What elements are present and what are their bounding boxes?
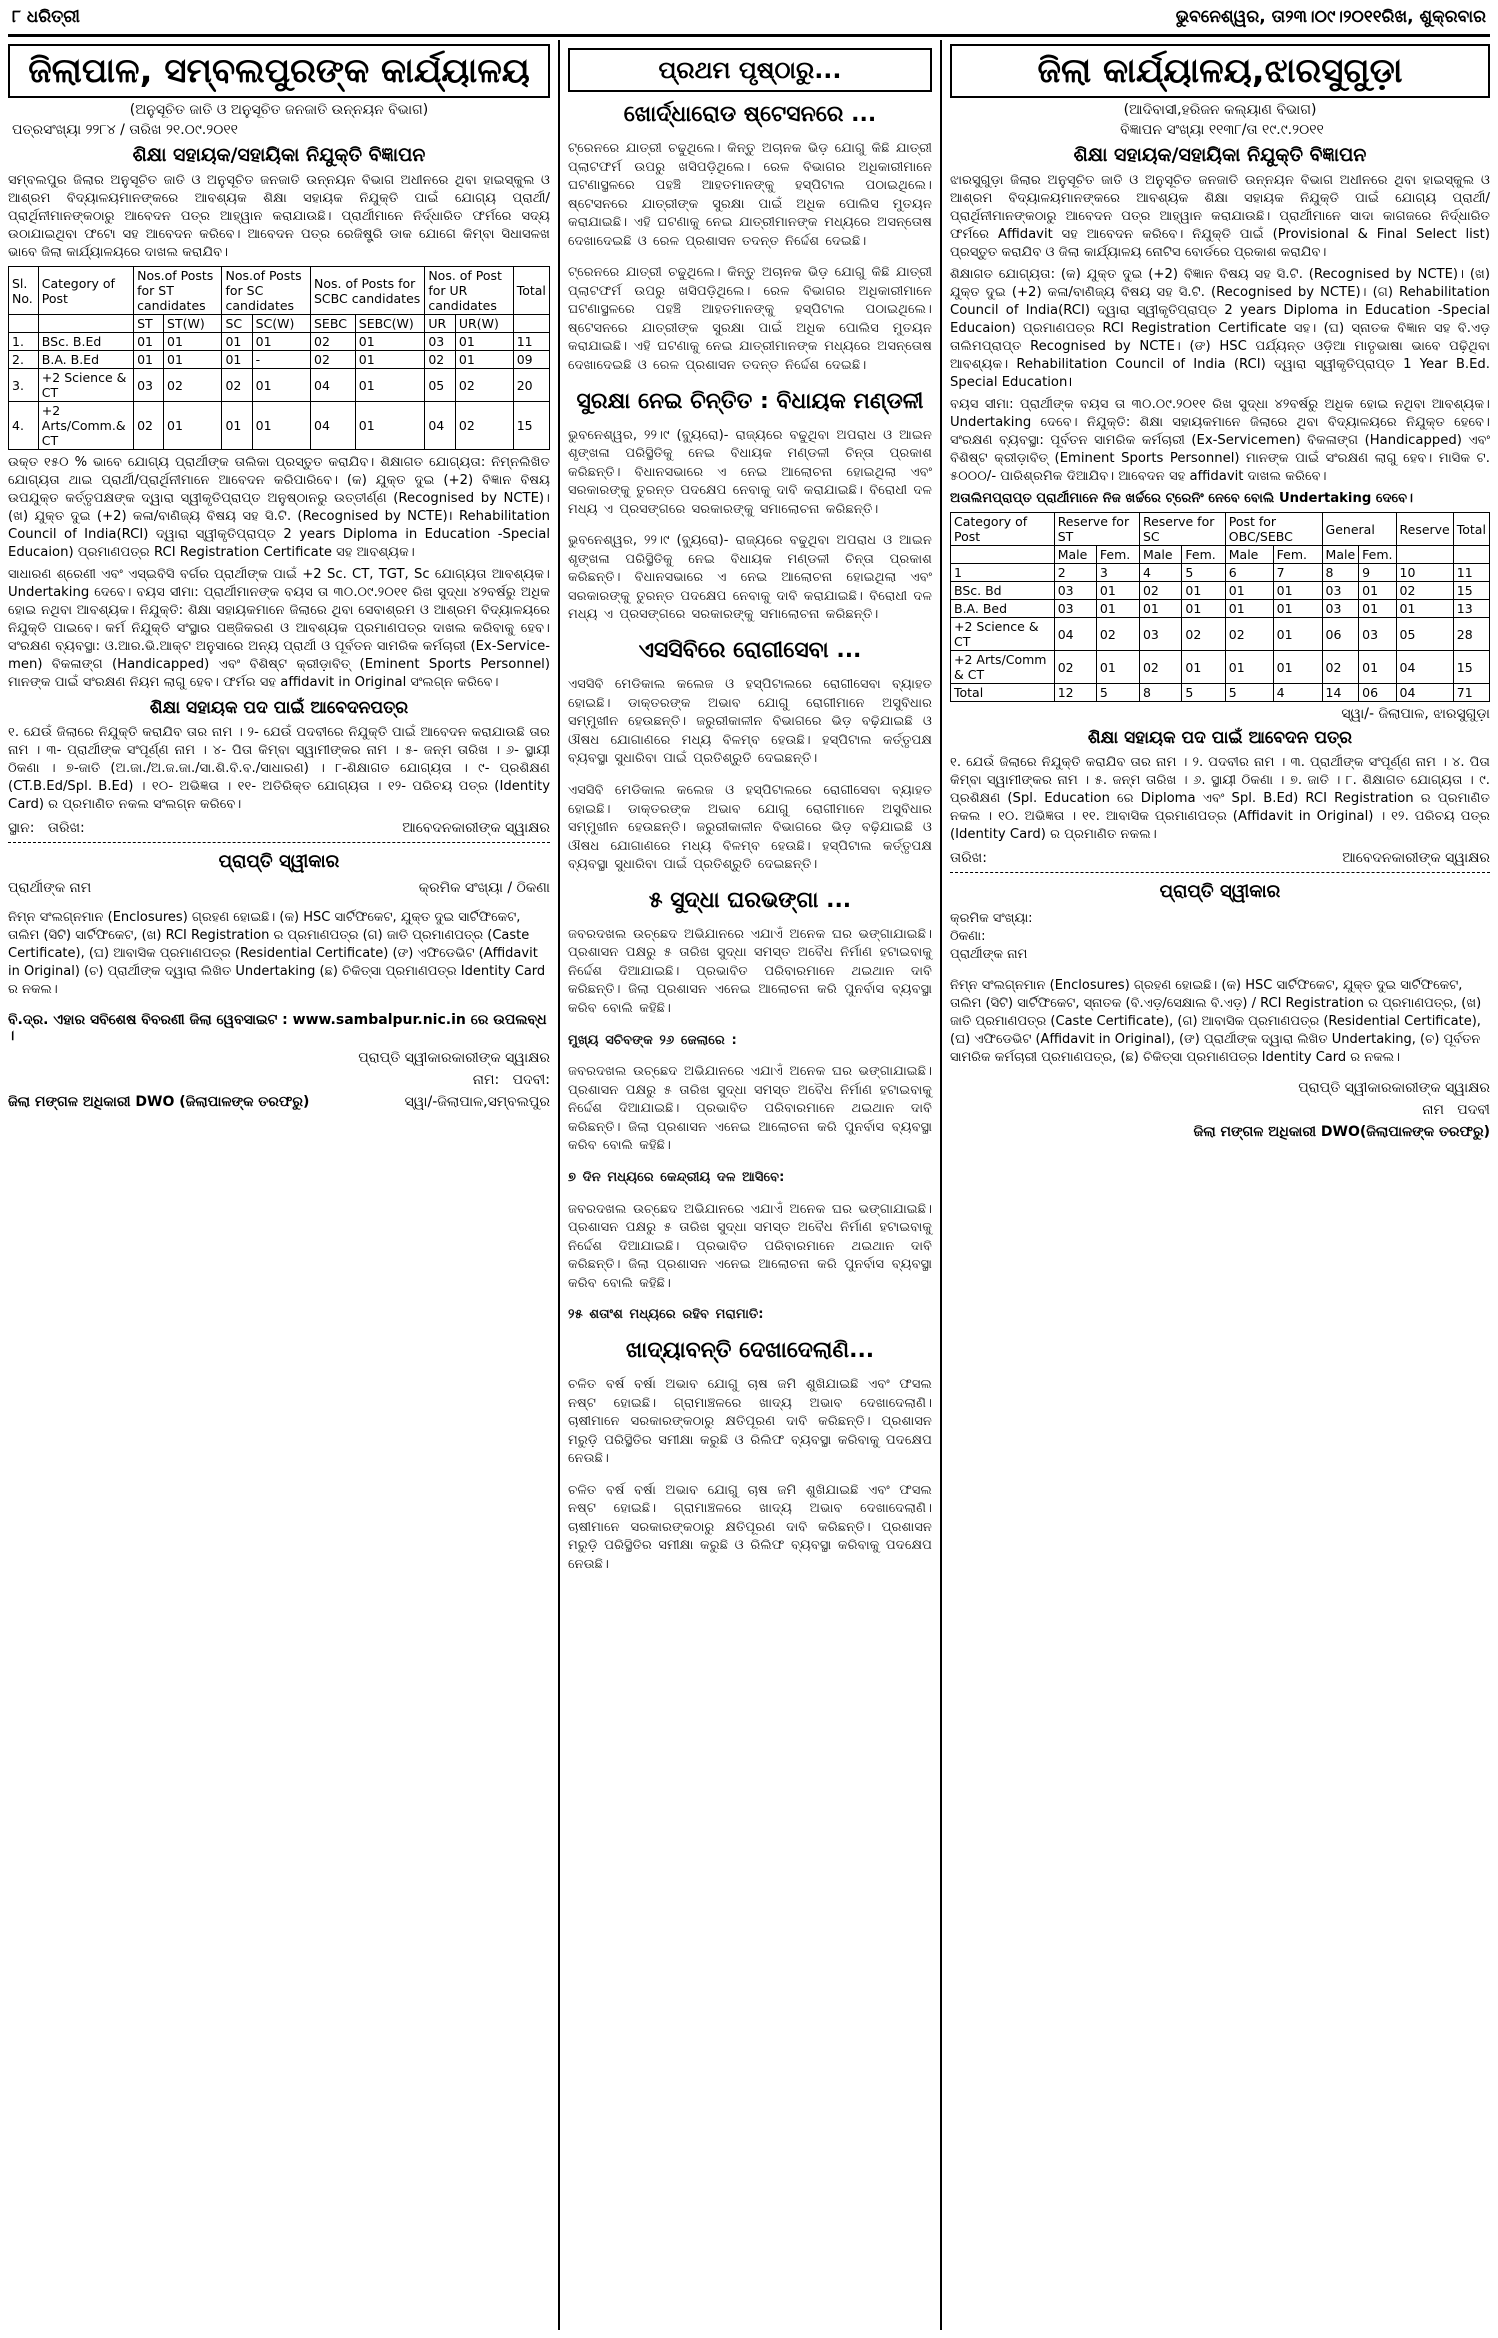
table-cell: 01	[1273, 618, 1322, 651]
table-cell: 02	[1182, 618, 1225, 651]
table-cell: 11	[513, 333, 549, 351]
place-label: ସ୍ଥାନ:	[8, 820, 35, 836]
jharsuguda-title: ଜିଲା କାର୍ଯ୍ୟାଳୟ,ଝାରସୁଗୁଡ଼ା	[950, 44, 1490, 98]
table-header: Nos. of Post for UR candidates	[425, 267, 513, 315]
table-subheader: UR(W)	[455, 315, 513, 333]
applicant-signature-label: ଆବେଦନକାରୀଙ୍କ ସ୍ୱାକ୍ଷର	[402, 820, 550, 836]
table-cell: 01	[1359, 600, 1396, 618]
table-cell: 01	[134, 351, 164, 369]
table-subheader: UR	[425, 315, 456, 333]
table-cell: 5	[1225, 684, 1273, 702]
sambalpur-enclosures: ନିମ୍ନ ସଂଲଗ୍ନମାନ (Enclosures) ଗ୍ରହଣ ହୋଇଛି। (କ) HSC ସାର୍ଟିଫିକେଟ, ଯୁକ୍ତ ଦୁଇ ସାର୍ଟିଫିକେଟ, ତାଲିମ (ସିଟି) ସାର୍ଟିଫିକେଟ, (ଖ) RCI Registration ର ପ୍ରମାଣପତ୍ର (ଗ) ଜାତି ପ୍ରମାଣପତ୍ର (Caste Certificate), (ଘ) ଆବାସିକ ପ୍ରମାଣପତ୍ର (Residential Certificate) (ଙ) ଏଫିଡେଭିଟ (Affidavit in Original) (ଚ) ପ୍ରାର୍ଥୀଙ୍କ ଦ୍ୱାରା ଲିଖିତ Undertaking (ଛ) ଚିକିତ୍ସା ପ୍ରମାଣପତ୍ର Identity Card ର ନକଲ।	[8, 910, 546, 997]
continuation-title: ପ୍ରଥମ ପୃଷ୍ଠାରୁ...	[568, 48, 932, 92]
designation-label: ପଦବୀ	[1457, 1102, 1490, 1118]
sambalpur-advertisement	[8, 40, 560, 2330]
table-header: Reserve	[1396, 513, 1453, 546]
story-body-cont: ଏସସିବି ମେଡିକାଲ କଲେଜ ଓ ହସ୍ପିଟାଲରେ ରୋଗୀସେବା ବ୍ୟାହତ ହୋଇଛି। ଡାକ୍ତରଙ୍କ ଅଭାବ ଯୋଗୁ ରୋଗୀମାନେ ଅସୁବିଧାର ସମ୍ମୁଖୀନ ହେଉଛନ୍ତି। ଜରୁରୀକାଳୀନ ବିଭାଗରେ ଭିଡ଼ ବଢ଼ିଯାଇଛି ଓ ଔଷଧ ଯୋଗାଣରେ ମଧ୍ୟ ବିଳମ୍ବ ହେଉଛି। ହସ୍ପିଟାଲ କର୍ତ୍ତୃପକ୍ଷ ବ୍ୟବସ୍ଥା ସୁଧାରିବା ପାଇଁ ପ୍ରତିଶ୍ରୁତି ଦେଇଛନ୍ତି।	[568, 783, 932, 872]
table-header: Total	[1453, 513, 1489, 546]
receiver-signature-label: ପ୍ରାପ୍ତି ସ୍ୱୀକାରକାରୀଙ୍କ ସ୍ୱାକ୍ଷର	[1298, 1080, 1490, 1096]
table-header-row	[9, 267, 550, 315]
jharsuguda-undertaking-note: ଅତାଲିମପ୍ରାପ୍ତ ପ୍ରାର୍ଥୀମାନେ ନିଜ ଖର୍ଚ୍ଚରେ ଟ୍ରେନିଂ ନେବେ ବୋଲି Undertaking ଦେବେ।	[950, 491, 1414, 506]
table-cell: 01	[455, 351, 513, 369]
table-header: Nos.of Posts for SC candidates	[222, 267, 311, 315]
jharsuguda-application-body: ୧. ଯେଉଁ ଜିଲାରେ ନିଯୁକ୍ତି କରାଯିବ ତାର ନାମ । ୨. ପଦବୀର ନାମ । ୩. ପ୍ରାର୍ଥୀଙ୍କ ସଂପୂର୍ଣ୍ଣ ନାମ । ୪. ପିତା କିମ୍ବା ସ୍ୱାମୀଙ୍କର ନାମ । ୫. ଜନ୍ମ ତାରିଖ । ୬. ସ୍ଥାୟୀ ଠିକଣା । ୭. ଜାତି । ୮. ଶିକ୍ଷାଗତ ଯୋଗ୍ୟତା । ୯. ପ୍ରଶିକ୍ଷଣ (Spl. Education ରେ Diploma ଏବଂ Spl. B.Ed) RCI Registration ର ପ୍ରମାଣିତ ନକଲ । ୧୦. ଅଭିଜ୍ଞତା । ୧୧. ଆବାସିକ ପ୍ରମାଣପତ୍ର (Affidavit in Original) । ୧୨. ପରିଚୟ ପତ୍ର (Identity Card) ର ପ୍ରମାଣିତ ନକଲ।	[950, 755, 1490, 842]
table-subheader: SEBC	[311, 315, 356, 333]
table-cell: B.A. B.Ed	[38, 351, 133, 369]
table-subheader: Male	[1054, 546, 1096, 564]
table-cell: 02	[455, 369, 513, 402]
jharsuguda-intro: ଝାରସୁଗୁଡ଼ା ଜିଲାର ଅନୁସୂଚିତ ଜାତି ଓ ଅନୁସୂଚିତ ଜନଜାତି ଉନ୍ନୟନ ବିଭାଗ ଅଧୀନରେ ଥିବା ହାଇସ୍କୁଲ ଓ ଆଶ୍ରମ ବିଦ୍ୟାଳୟମାନଙ୍କରେ ଆବଶ୍ୟକ ଶିକ୍ଷା ସହାୟକ ନିଯୁକ୍ତି ପାଇଁ ଯୋଗ୍ୟ ପ୍ରାର୍ଥୀ/ପ୍ରାର୍ଥିନୀମାନଙ୍କଠାରୁ ଆବେଦନ ପତ୍ର ଆହ୍ୱାନ କରାଯାଉଛି। ପ୍ରାର୍ଥୀମାନେ ସାଦା କାଗଜରେ ନିର୍ଦ୍ଧାରିତ ଫର୍ମରେ Affidavit ସହ ଆବେଦନ କରିବେ। ନିଯୁକ୍ତି ପାଇଁ (Provisional & Final Select list) ପ୍ରସ୍ତୁତ କରାଯିବ ଓ ଜିଲା କାର୍ଯ୍ୟାଳୟ ନୋଟିସ ବୋର୍ଡରେ ପ୍ରକାଶ କରାଯିବ।	[950, 173, 1490, 260]
table-cell: 09	[513, 351, 549, 369]
table-header-row	[951, 513, 1490, 546]
table-row	[9, 351, 550, 369]
table-subheader	[9, 315, 39, 333]
table-col-number: 1	[951, 564, 1055, 582]
table-col-number: 5	[1182, 564, 1225, 582]
table-cell: 01	[164, 351, 222, 369]
table-subheader-row	[9, 315, 550, 333]
name-label: ନାମ	[1422, 1102, 1444, 1118]
story-headline: ୫ ସୁଦ୍ଧା ଘରଭଙ୍ଗା ...	[648, 887, 852, 913]
sambalpur-website-note: ବି.ଦ୍ର. ଏହାର ସବିଶେଷ ବିବରଣୀ ଜିଲା ୱେବସାଇଟ : www.sambalpur.nic.in ରେ ଉପଲବ୍ଧ ।	[8, 1012, 547, 1044]
table-subheader: Fem.	[1096, 546, 1139, 564]
table-cell: 5	[1182, 684, 1225, 702]
table-subheader: SC(W)	[252, 315, 310, 333]
table-cell: 13	[1453, 600, 1489, 618]
table-subheader	[1453, 546, 1489, 564]
table-cell: -	[252, 351, 310, 369]
jharsuguda-reference: ବିଜ୍ଞାପନ ସଂଖ୍ୟା ୧୧୩୮/ତା ୧୯.୯.୨୦୧୧	[1120, 122, 1324, 138]
table-cell: 01	[1096, 600, 1139, 618]
table-cell: 02	[455, 402, 513, 450]
sambalpur-receiver-sign	[8, 1050, 550, 1066]
sambalpur-body-rules: ସାଧାରଣ ଶ୍ରେଣୀ ଏବଂ ଏସ୍ଇବିସି ବର୍ଗର ପ୍ରାର୍ଥୀଙ୍କ ପାଇଁ +2 Sc. CT, TGT, Sc ଯୋଗ୍ୟତା ଆବଶ୍ୟକ। Undertaking ଦେବେ। ବୟସ ସୀମା: ପ୍ରାର୍ଥୀମାନଙ୍କ ବୟସ ତା ୩୦.୦୯.୨୦୧୧ ରିଖ ସୁଦ୍ଧା ୪୨ବର୍ଷରୁ ଅଧିକ ହୋଇ ନଥିବା ଆବଶ୍ୟକ। ନିଯୁକ୍ତି: ଶିକ୍ଷା ସହାୟକମାନେ ଜିଲାରେ ଥିବା ସେବାଶ୍ରମ ଓ ଆଶ୍ରମ ବିଦ୍ୟାଳୟରେ ନିଯୁକ୍ତି ପାଇବେ। କର୍ମ ନିଯୁକ୍ତି ସଂସ୍ଥାର ପଞ୍ଜିକରଣ ଓ ଆବଶ୍ୟକ ପ୍ରମାଣପତ୍ର ଦାଖଲ କରିବାକୁ ହେବ। ସଂରକ୍ଷଣ ବ୍ୟବସ୍ଥା: ଓ.ଆର.ଭି.ଆକ୍ଟ ଅନୁସାରେ ଅନ୍ୟ ପ୍ରାର୍ଥୀ ଓ ପୂର୍ବତନ ସାମରିକ କର୍ମଚାରୀ (Ex-Service-men) ବିକଳାଙ୍ଗ (Handicapped) ଏବଂ ବିଶିଷ୍ଟ କ୍ରୀଡ଼ାବିତ୍ (Eminent Sports Personnel) ମାନଙ୍କ ପାଇଁ ସଂରକ୍ଷଣ ନିୟମ ଲାଗୁ ହେବ। ଫର୍ମର ସହ affidavit in Original ସଂଲଗ୍ନ କରିବେ।	[8, 567, 550, 690]
table-subheader	[38, 315, 133, 333]
jharsuguda-receiver-sign	[950, 1080, 1490, 1096]
date-label: ତାରିଖ:	[47, 820, 85, 836]
story-headline: ଖୋର୍ଦ୍ଧାରୋଡ ଷ୍ଟେସନରେ ...	[623, 102, 877, 127]
table-cell: 02	[311, 351, 356, 369]
story-headline: ଏସସିବିରେ ରୋଗୀସେବା ...	[638, 638, 862, 664]
table-cell: 01	[1359, 651, 1396, 684]
cut-line	[950, 872, 1490, 873]
sambalpur-heading: ଶିକ୍ଷା ସହାୟକ/ସହାୟିକା ନିଯୁକ୍ତି ବିଜ୍ଞାପନ	[132, 144, 426, 166]
table-col-number: 9	[1359, 564, 1396, 582]
jharsuguda-body-rules: ବୟସ ସୀମା: ପ୍ରାର୍ଥୀଙ୍କ ବୟସ ତା ୩୦.୦୯.୨୦୧୧ ରିଖ ସୁଦ୍ଧା ୪୨ବର୍ଷରୁ ଅଧିକ ହୋଇ ନଥିବା ଆବଶ୍ୟକ। Undertaking ଦେବେ। ନିଯୁକ୍ତି: ଶିକ୍ଷା ସହାୟକମାନେ ଜିଲାରେ ଥିବା ବିଦ୍ୟାଳୟରେ ନିଯୁକ୍ତ ହେବେ। ସଂରକ୍ଷଣ ବ୍ୟବସ୍ଥା: ପୂର୍ବତନ ସାମରିକ କର୍ମଚାରୀ (Ex-Servicemen) ବିକଳାଙ୍ଗ (Handicapped) ଏବଂ ବିଶିଷ୍ଟ କ୍ରୀଡ଼ାବିତ୍ (Eminent Sports Personnel) ମାନଙ୍କ ପାଇଁ ସଂରକ୍ଷଣ ଲାଗୁ ହେବ। ମାସିକ ଟ. ୫୦୦୦/- ପାରିଶ୍ରମିକ ଦିଆଯିବ। ଆବେଦନ ସହ affidavit ଦାଖଲ କରିବେ।	[950, 397, 1490, 484]
jharsuguda-posts-table	[950, 512, 1490, 702]
table-subheader: Fem.	[1182, 546, 1225, 564]
table-header: Reserve for ST	[1054, 513, 1139, 546]
jharsuguda-enclosures: ନିମ୍ନ ସଂଲଗ୍ନମାନ (Enclosures) ଗ୍ରହଣ ହୋଇଛି। (କ) HSC ସାର୍ଟିଫିକେଟ, ଯୁକ୍ତ ଦୁଇ ସାର୍ଟିଫିକେଟ, ତାଲିମ (ସିଟି) ସାର୍ଟିଫିକେଟ, ସ୍ନାତକ (ବି.ଏଡ଼/ସେକ୍ଷାଲ ବି.ଏଡ଼) / RCI Registration ର ପ୍ରମାଣପତ୍ର, (ଖ) ଜାତି ପ୍ରମାଣପତ୍ର (Caste Certificate), (ଗ) ଆବାସିକ ପ୍ରମାଣପତ୍ର (Residential Certificate), (ଘ) ଏଫିଡେଭିଟ (Affidavit in Original), (ଙ) ପ୍ରାର୍ଥୀଙ୍କ ଦ୍ୱାରା ଲିଖିତ Undertaking, (ଚ) ପୂର୍ବତନ ସାମରିକ କର୍ମଚାରୀ ପ୍ରମାଣପତ୍ର, (ଛ) ଚିକିତ୍ସା ପ୍ରମାଣପତ୍ର Identity Card ର ନକଲ।	[950, 978, 1482, 1065]
table-cell: 03	[1322, 582, 1359, 600]
table-cell: 02	[311, 333, 356, 351]
table-col-number: 8	[1322, 564, 1359, 582]
table-cell: 02	[1396, 582, 1453, 600]
table-cell: Total	[951, 684, 1055, 702]
story-body-cont: ଭୁବନେଶ୍ୱର, ୨୨।୯ (ବ୍ୟୁରୋ)- ରାଜ୍ୟରେ ବଢୁଥିବା ଅପରାଧ ଓ ଆଇନ ଶୃଙ୍ଖଳା ପରିସ୍ଥିତିକୁ ନେଇ ବିଧାୟକ ମଣ୍ଡଳୀ ଚିନ୍ତା ପ୍ରକାଶ କରିଛନ୍ତି। ବିଧାନସଭାରେ ଏ ନେଇ ଆଲୋଚନା ହୋଇଥିଲା ଏବଂ ସରକାରଙ୍କୁ ତୁରନ୍ତ ପଦକ୍ଷେପ ନେବାକୁ ଦାବି କରାଯାଇଛି। ବିରୋଧୀ ଦଳ ମଧ୍ୟ ଏ ପ୍ରସଙ୍ଗରେ ସରକାରଙ୍କୁ ସମାଲୋଚନା କରିଛନ୍ତି।	[568, 533, 932, 623]
table-subheader: SEBC(W)	[355, 315, 425, 333]
table-row	[951, 684, 1490, 702]
table-row	[9, 369, 550, 402]
sambalpur-posts-table	[8, 266, 550, 450]
table-header: General	[1322, 513, 1396, 546]
sambalpur-receipt-heading: ପ୍ରାପ୍ତି ସ୍ୱୀକାର	[218, 851, 340, 872]
page-number: ୮ ଧରିତ୍ରୀ	[12, 7, 80, 27]
sambalpur-table-body	[9, 333, 550, 450]
receiver-signature-label: ପ୍ରାପ୍ତି ସ୍ୱୀକାରକାରୀଙ୍କ ସ୍ୱାକ୍ଷର	[358, 1050, 550, 1066]
jharsuguda-collector: ସ୍ୱା/- ଜିଲାପାଳ, ଝାରସୁଗୁଡ଼ା	[1341, 706, 1490, 722]
table-cell: 01	[252, 402, 310, 450]
jharsuguda-sign-row	[950, 850, 1490, 866]
table-subheader	[951, 546, 1055, 564]
table-cell: +2 Arts/Comm.& CT	[38, 402, 133, 450]
table-cell: +2 Arts/Comm & CT	[951, 651, 1055, 684]
table-header: Nos. of Posts for SCBC candidates	[311, 267, 425, 315]
table-cell: 1.	[9, 333, 39, 351]
table-subheader: Fem.	[1273, 546, 1322, 564]
table-cell: 4.	[9, 402, 39, 450]
table-cell: 03	[1139, 618, 1181, 651]
applicant-name-label: ପ୍ରାର୍ଥୀଙ୍କ ନାମ	[950, 947, 1028, 962]
table-subheader	[1396, 546, 1453, 564]
front-page-continuations	[560, 40, 942, 2330]
sambalpur-officer: ଜିଲା ମଙ୍ଗଳ ଅଧିକାରୀ DWO (ଜିଲାପାଳଙ୍କ ତରଫରୁ)	[8, 1094, 310, 1110]
page-header	[8, 0, 1490, 37]
table-cell: 02	[164, 369, 222, 402]
inline-head: ମୁଖ୍ୟ ସଚିବଙ୍କ ୨୬ ଜେଲାରେ :	[568, 1032, 737, 1048]
table-subheader: ST(W)	[164, 315, 222, 333]
table-cell: 01	[164, 402, 222, 450]
table-col-number: 3	[1096, 564, 1139, 582]
table-cell: 01	[455, 333, 513, 351]
table-cell: 28	[1453, 618, 1489, 651]
table-cell: 01	[1139, 600, 1181, 618]
table-cell: 5	[1096, 684, 1139, 702]
serial-label: କ୍ରମିକ ସଂଖ୍ୟା	[418, 880, 503, 896]
table-cell: 03	[1054, 600, 1096, 618]
jharsuguda-advertisement	[942, 40, 1490, 2330]
table-cell: BSc. B.Ed	[38, 333, 133, 351]
table-cell: 01	[1396, 600, 1453, 618]
sambalpur-subtitle: (ଅନୁସୂଚିତ ଜାତି ଓ ଅନୁସୂଚିତ ଜନଜାତି ଉନ୍ନୟନ ବିଭାଗ)	[129, 102, 429, 118]
table-number-row	[951, 564, 1490, 582]
table-cell: 01	[134, 333, 164, 351]
table-cell: 02	[134, 402, 164, 450]
table-col-number: 7	[1273, 564, 1322, 582]
table-cell: 06	[1359, 684, 1396, 702]
table-row	[951, 582, 1490, 600]
designation-label: ପଦବୀ:	[512, 1072, 550, 1088]
inline-head: ୨୫ ଶତାଂଶ ମଧ୍ୟରେ ରହିବ ମରାମାତି:	[568, 1307, 764, 1323]
table-cell: 01	[1182, 651, 1225, 684]
table-cell: 01	[222, 333, 252, 351]
table-cell: 15	[1453, 651, 1489, 684]
table-cell: 02	[1225, 618, 1273, 651]
table-cell: 02	[1322, 651, 1359, 684]
table-cell: 01	[355, 402, 425, 450]
table-col-number: 6	[1225, 564, 1273, 582]
address-label: ଠିକଣା:	[950, 929, 986, 944]
sambalpur-collector: ସ୍ୱା/-ଜିଲାପାଳ,ସମ୍ବଲପୁର	[404, 1094, 550, 1110]
table-cell: 01	[355, 369, 425, 402]
sambalpur-receipt-fields: ପ୍ରାର୍ଥୀଙ୍କ ନାମ କ୍ରମିକ ସଂଖ୍ୟା / ଠିକଣା	[8, 880, 550, 896]
sambalpur-name-row	[8, 1072, 550, 1088]
sambalpur-officer-row	[8, 1094, 550, 1110]
table-col-number: 4	[1139, 564, 1181, 582]
table-cell: 3.	[9, 369, 39, 402]
story-body-cont: ଜବରଦଖଲ ଉଚ୍ଛେଦ ଅଭିଯାନରେ ଏଯାଏଁ ଅନେକ ଘର ଭଙ୍ଗାଯାଇଛି। ପ୍ରଶାସନ ପକ୍ଷରୁ ୫ ତାରିଖ ସୁଦ୍ଧା ସମସ୍ତ ଅବୈଧ ନିର୍ମାଣ ହଟାଇବାକୁ ନିର୍ଦ୍ଦେଶ ଦିଆଯାଇଛି। ପ୍ରଭାବିତ ପରିବାରମାନେ ଥଇଥାନ ଦାବି କରିଛନ୍ତି। ଜିଲା ପ୍ରଶାସନ ଏନେଇ ଆଲୋଚନା କରି ପୁନର୍ବାସ ବ୍ୟବସ୍ଥା କରିବ ବୋଲି କହିଛି।	[568, 1064, 932, 1154]
table-cell: 02	[1139, 582, 1181, 600]
sambalpur-reference: ପତ୍ରସଂଖ୍ୟା ୨୨୮୪ / ତାରିଖ ୨୧.୦୯.୨୦୧୧	[12, 122, 238, 138]
sambalpur-intro: ସମ୍ବଲପୁର ଜିଲାର ଅନୁସୂଚିତ ଜାତି ଓ ଅନୁସୂଚିତ ଜନଜାତି ଉନ୍ନୟନ ବିଭାଗ ଅଧୀନରେ ଥିବା ହାଇସ୍କୁଲ ଓ ଆଶ୍ରମ ବିଦ୍ୟାଳୟମାନଙ୍କରେ ଆବଶ୍ୟକ ଶିକ୍ଷା ସହାୟକ ନିଯୁକ୍ତି ପାଇଁ ଯୋଗ୍ୟ ପ୍ରାର୍ଥୀ/ପ୍ରାର୍ଥିନୀମାନଙ୍କଠାରୁ ଆବେଦନ ପତ୍ର ଆହ୍ୱାନ କରାଯାଉଛି। ପ୍ରାର୍ଥୀମାନେ ନିର୍ଦ୍ଧାରିତ ଫର୍ମରେ ସଦ୍ୟ ଉଠାଯାଇଥିବା ଫଟୋ ସହ ଆବେଦନ କରିବେ। ଆବେଦନ ପତ୍ର ରେଜିଷ୍ଟ୍ରି ଡାକ ଯୋଗେ କିମ୍ବା ସିଧାସଳଖ ଭାବେ ଜିଲା କାର୍ଯ୍ୟାଳୟରେ ଦାଖଲ କରାଯିବ।	[8, 173, 550, 260]
table-cell: 01	[1182, 582, 1225, 600]
table-cell: 4	[1273, 684, 1322, 702]
applicant-name-label: ପ୍ରାର୍ଥୀଙ୍କ ନାମ	[8, 880, 92, 896]
table-cell: 14	[1322, 684, 1359, 702]
table-cell: 02	[222, 369, 252, 402]
table-col-number: 11	[1453, 564, 1489, 582]
table-cell: 01	[222, 351, 252, 369]
inline-head: ୭ ଦିନ ମଧ୍ୟରେ କେନ୍ଦ୍ରୀୟ ଦଳ ଆସିବେ:	[568, 1169, 785, 1185]
serial-label: କ୍ରମିକ ସଂଖ୍ୟା:	[950, 911, 1033, 926]
date-label: ତାରିଖ:	[950, 850, 987, 866]
dateline: ଭୁବନେଶ୍ୱର, ତା୨୩।୦୯।୨୦୧୧ରିଖ, ଶୁକ୍ରବାର	[1175, 7, 1486, 27]
table-cell: 01	[1273, 600, 1322, 618]
table-cell: 06	[1322, 618, 1359, 651]
table-subheader: Male	[1225, 546, 1273, 564]
table-cell: 20	[513, 369, 549, 402]
table-cell: 05	[1396, 618, 1453, 651]
table-cell: 01	[1225, 582, 1273, 600]
name-label: ନାମ:	[472, 1072, 500, 1088]
jharsuguda-application-heading: ଶିକ୍ଷା ସହାୟକ ପଦ ପାଇଁ ଆବେଦନ ପତ୍ର	[1087, 728, 1353, 748]
table-header: Sl. No.	[9, 267, 39, 315]
story-body-cont: ଜବରଦଖଲ ଉଚ୍ଛେଦ ଅଭିଯାନରେ ଏଯାଏଁ ଅନେକ ଘର ଭଙ୍ଗାଯାଇଛି। ପ୍ରଶାସନ ପକ୍ଷରୁ ୫ ତାରିଖ ସୁଦ୍ଧା ସମସ୍ତ ଅବୈଧ ନିର୍ମାଣ ହଟାଇବାକୁ ନିର୍ଦ୍ଦେଶ ଦିଆଯାଇଛି। ପ୍ରଭାବିତ ପରିବାରମାନେ ଥଇଥାନ ଦାବି କରିଛନ୍ତି। ଜିଲା ପ୍ରଶାସନ ଏନେଇ ଆଲୋଚନା କରି ପୁନର୍ବାସ ବ୍ୟବସ୍ଥା କରିବ ବୋଲି କହିଛି।	[568, 1201, 932, 1291]
jharsuguda-officer: ଜିଲା ମଙ୍ଗଳ ଅଧିକାରୀ DWO(ଜିଲାପାଳଙ୍କ ତରଫରୁ)	[1193, 1124, 1490, 1140]
table-header: Category of Post	[951, 513, 1055, 546]
table-subheader: Fem.	[1359, 546, 1396, 564]
table-cell: 04	[1396, 651, 1453, 684]
table-cell: 01	[252, 333, 310, 351]
jharsuguda-table-body	[951, 582, 1490, 702]
table-cell: 04	[1396, 684, 1453, 702]
table-cell: 03	[134, 369, 164, 402]
table-cell: 03	[1322, 600, 1359, 618]
table-header: Post for OBC/SEBC	[1225, 513, 1322, 546]
jharsuguda-heading: ଶିକ୍ଷା ସହାୟକ/ସହାୟିକା ନିଯୁକ୍ତି ବିଜ୍ଞାପନ	[1073, 144, 1367, 166]
jharsuguda-name-row	[950, 1102, 1490, 1118]
story-body: ଏସସିବି ମେଡିକାଲ କଲେଜ ଓ ହସ୍ପିଟାଲରେ ରୋଗୀସେବା ବ୍ୟାହତ ହୋଇଛି। ଡାକ୍ତରଙ୍କ ଅଭାବ ଯୋଗୁ ରୋଗୀମାନେ ଅସୁବିଧାର ସମ୍ମୁଖୀନ ହେଉଛନ୍ତି। ଜରୁରୀକାଳୀନ ବିଭାଗରେ ଭିଡ଼ ବଢ଼ିଯାଇଛି ଓ ଔଷଧ ଯୋଗାଣରେ ମଧ୍ୟ ବିଳମ୍ବ ହେଉଛି। ହସ୍ପିଟାଲ କର୍ତ୍ତୃପକ୍ଷ ବ୍ୟବସ୍ଥା ସୁଧାରିବା ପାଇଁ ପ୍ରତିଶ୍ରୁତି ଦେଇଛନ୍ତି।	[568, 677, 932, 767]
table-cell: 03	[1054, 582, 1096, 600]
applicant-signature-label: ଆବେଦନକାରୀଙ୍କ ସ୍ୱାକ୍ଷର	[1342, 850, 1490, 866]
table-cell: B.A. Bed	[951, 600, 1055, 618]
table-cell: 01	[164, 333, 222, 351]
story-body-cont: ଚଳିତ ବର୍ଷ ବର୍ଷା ଅଭାବ ଯୋଗୁ ଚାଷ ଜମି ଶୁଖିଯାଇଛି ଏବଂ ଫସଲ ନଷ୍ଟ ହୋଇଛି। ଗ୍ରାମାଞ୍ଚଳରେ ଖାଦ୍ୟ ଅଭାବ ଦେଖାଦେଲାଣି। ଚାଷୀମାନେ ସରକାରଙ୍କଠାରୁ କ୍ଷତିପୂରଣ ଦାବି କରିଛନ୍ତି। ପ୍ରଶାସନ ମରୁଡ଼ି ପରିସ୍ଥିତିର ସମୀକ୍ଷା କରୁଛି ଓ ରିଲିଫ ବ୍ୟବସ୍ଥା କରିବାକୁ ପଦକ୍ଷେପ ନେଉଛି।	[568, 1482, 932, 1572]
table-subheader-row	[951, 546, 1490, 564]
table-cell: 01	[252, 369, 310, 402]
table-subheader: Male	[1322, 546, 1359, 564]
sambalpur-application-body: ୧. ଯେଉଁ ଜିଲାରେ ନିଯୁକ୍ତି କରାଯିବ ତାର ନାମ । ୨- ଯେଉଁ ପଦବୀରେ ନିଯୁକ୍ତି ପାଇଁ ଆବେଦନ କରାଯାଉଛି ତାର ନାମ । ୩- ପ୍ରାର୍ଥୀଙ୍କ ସଂପୂର୍ଣ୍ଣ ନାମ । ୪- ପିତା କିମ୍ବା ସ୍ୱାମୀଙ୍କର ନାମ । ୫- ଜନ୍ମ ତାରିଖ । ୬- ସ୍ଥାୟୀ ଠିକଣା । ୭-ଜାତି (ଅ.ଜା./ଅ.ଜ.ଜା./ସା.ଶି.ବି.ବ./ସାଧାରଣ) । ୮-ଶିକ୍ଷାଗତ ଯୋଗ୍ୟତା । ୯- ପ୍ରଶିକ୍ଷଣ (CT.B.Ed/Spl. B.Ed) । ୧୦- ଅଭିଜ୍ଞତା । ୧୧- ଅତିରିକ୍ତ ଯୋଗ୍ୟତା । ୧୨- ପରିଚୟ ପତ୍ର (Identity Card) ର ପ୍ରମାଣିତ ନକଲ ସଂଲଗ୍ନ କରିବେ।	[8, 725, 550, 812]
story-headline: ସୁରକ୍ଷା ନେଇ ଚିନ୍ତିତ : ବିଧାୟକ ମଣ୍ଡଳୀ	[576, 388, 924, 414]
table-header: Reserve for SC	[1139, 513, 1225, 546]
table-cell: 04	[311, 402, 356, 450]
table-cell: 2.	[9, 351, 39, 369]
table-cell: 01	[1096, 651, 1139, 684]
table-row	[9, 333, 550, 351]
jharsuguda-officer-row	[950, 1124, 1490, 1140]
table-cell: 01	[1359, 582, 1396, 600]
table-col-number: 2	[1054, 564, 1096, 582]
table-row	[951, 600, 1490, 618]
table-cell: 01	[1225, 600, 1273, 618]
table-cell: +2 Science & CT	[951, 618, 1055, 651]
table-cell: 71	[1453, 684, 1489, 702]
table-cell: BSc. Bd	[951, 582, 1055, 600]
table-cell: 01	[1273, 651, 1322, 684]
cut-line	[8, 842, 550, 843]
sambalpur-title: ଜିଲାପାଳ, ସମ୍ବଲପୁରଙ୍କ କାର୍ଯ୍ୟାଳୟ	[8, 44, 550, 98]
table-cell: 01	[1225, 651, 1273, 684]
table-cell: 03	[425, 333, 456, 351]
table-row	[951, 651, 1490, 684]
sambalpur-application-heading: ଶିକ୍ଷା ସହାୟକ ପଦ ପାଇଁ ଆବେଦନପତ୍ର	[149, 698, 409, 718]
table-cell: 01	[1182, 600, 1225, 618]
table-cell: 01	[1273, 582, 1322, 600]
table-cell: 05	[425, 369, 456, 402]
table-cell: 15	[513, 402, 549, 450]
table-cell: 04	[1054, 618, 1096, 651]
address-label: ଠିକଣା	[516, 880, 550, 896]
table-cell: 02	[1139, 651, 1181, 684]
jharsuguda-receipt-heading: ପ୍ରାପ୍ତି ସ୍ୱୀକାର	[1159, 881, 1281, 902]
table-cell: +2 Science & CT	[38, 369, 133, 402]
story-body: ଜବରଦଖଲ ଉଚ୍ଛେଦ ଅଭିଯାନରେ ଏଯାଏଁ ଅନେକ ଘର ଭଙ୍ଗାଯାଇଛି। ପ୍ରଶାସନ ପକ୍ଷରୁ ୫ ତାରିଖ ସୁଦ୍ଧା ସମସ୍ତ ଅବୈଧ ନିର୍ମାଣ ହଟାଇବାକୁ ନିର୍ଦ୍ଦେଶ ଦିଆଯାଇଛି। ପ୍ରଭାବିତ ପରିବାରମାନେ ଥଇଥାନ ଦାବି କରିଛନ୍ତି। ଜିଲା ପ୍ରଶାସନ ଏନେଇ ଆଲୋଚନା କରି ପୁନର୍ବାସ ବ୍ୟବସ୍ଥା କରିବ ବୋଲି କହିଛି।	[568, 926, 932, 1016]
sambalpur-body-qualification: ଉକ୍ତ ୧୫୦ % ଭାବେ ଯୋଗ୍ୟ ପ୍ରାର୍ଥୀଙ୍କ ତାଲିକା ପ୍ରସ୍ତୁତ କରାଯିବ। ଶିକ୍ଷାଗତ ଯୋଗ୍ୟତା: ନିମ୍ନଲିଖିତ ଯୋଗ୍ୟତା ଥାଇ ପ୍ରାର୍ଥୀ/ପ୍ରାର୍ଥିନୀମାନେ ଆବେଦନ କରିପାରିବେ। (କ) ଯୁକ୍ତ ଦୁଇ (+2) ବିଜ୍ଞାନ ବିଷୟ ଉପଯୁକ୍ତ କର୍ତ୍ତୃପକ୍ଷଙ୍କ ଦ୍ୱାରା ସ୍ୱୀକୃତିପ୍ରାପ୍ତ ଅନୁଷ୍ଠାନରୁ ଉତ୍ତୀର୍ଣ୍ଣ (Recognised by NCTE)। (ଖ) ଯୁକ୍ତ ଦୁଇ (+2) କଳା/ବାଣିଜ୍ୟ ବିଷୟ ସହ ସି.ଟି. (Recognised by NCTE)। Rehabilitation Council of India(RCI) ଦ୍ୱାରା ସ୍ୱୀକୃତିପ୍ରାପ୍ତ 2 years Diploma in Education -Special Educaion) ପ୍ରମାଣପତ୍ର RCI Registration Certificate ସହ ଆବଶ୍ୟକ।	[8, 455, 550, 560]
table-header: Total	[513, 267, 549, 315]
story-body: ଚଳିତ ବର୍ଷ ବର୍ଷା ଅଭାବ ଯୋଗୁ ଚାଷ ଜମି ଶୁଖିଯାଇଛି ଏବଂ ଫସଲ ନଷ୍ଟ ହୋଇଛି। ଗ୍ରାମାଞ୍ଚଳରେ ଖାଦ୍ୟ ଅଭାବ ଦେଖାଦେଲାଣି। ଚାଷୀମାନେ ସରକାରଙ୍କଠାରୁ କ୍ଷତିପୂରଣ ଦାବି କରିଛନ୍ତି। ପ୍ରଶାସନ ମରୁଡ଼ି ପରିସ୍ଥିତିର ସମୀକ୍ଷା କରୁଛି ଓ ରିଲିଫ ବ୍ୟବସ୍ଥା କରିବାକୁ ପଦକ୍ଷେପ ନେଉଛି।	[568, 1377, 932, 1467]
columns	[8, 40, 1490, 2330]
table-cell: 04	[425, 402, 456, 450]
story-body: ଭୁବନେଶ୍ୱର, ୨୨।୯ (ବ୍ୟୁରୋ)- ରାଜ୍ୟରେ ବଢୁଥିବା ଅପରାଧ ଓ ଆଇନ ଶୃଙ୍ଖଳା ପରିସ୍ଥିତିକୁ ନେଇ ବିଧାୟକ ମଣ୍ଡଳୀ ଚିନ୍ତା ପ୍ରକାଶ କରିଛନ୍ତି। ବିଧାନସଭାରେ ଏ ନେଇ ଆଲୋଚନା ହୋଇଥିଲା ଏବଂ ସରକାରଙ୍କୁ ତୁରନ୍ତ ପଦକ୍ଷେପ ନେବାକୁ ଦାବି କରାଯାଇଛି। ବିରୋଧୀ ଦଳ ମଧ୍ୟ ଏ ପ୍ରସଙ୍ଗରେ ସରକାରଙ୍କୁ ସମାଲୋଚନା କରିଛନ୍ତି।	[568, 427, 932, 517]
table-cell: 01	[222, 402, 252, 450]
table-subheader: Male	[1139, 546, 1181, 564]
story-body-cont: ଟ୍ରେନରେ ଯାତ୍ରୀ ଚଢୁଥିଲେ। କିନ୍ତୁ ଅଚାନକ ଭିଡ଼ ଯୋଗୁ କିଛି ଯାତ୍ରୀ ପ୍ଲାଟଫର୍ମ ଉପରୁ ଖସିପଡ଼ିଥିଲେ। ରେଳ ବିଭାଗର ଅଧିକାରୀମାନେ ଘଟଣାସ୍ଥଳରେ ପହଞ୍ଚି ଆହତମାନଙ୍କୁ ହସ୍ପିଟାଲ ପଠାଇଥିଲେ। ଷ୍ଟେସନରେ ଯାତ୍ରୀଙ୍କ ସୁରକ୍ଷା ପାଇଁ ଅଧିକ ପୋଲିସ ମୁତୟନ କରାଯାଇଛି। ଏହି ଘଟଣାକୁ ନେଇ ଯାତ୍ରୀମାନଙ୍କ ମଧ୍ୟରେ ଅସନ୍ତୋଷ ଦେଖାଦେଇଛି ଓ ରେଳ ପ୍ରଶାସନ ତଦନ୍ତ ନିର୍ଦ୍ଦେଶ ଦେଇଛି।	[568, 265, 932, 373]
table-cell: 01	[355, 333, 425, 351]
table-cell: 01	[355, 351, 425, 369]
story-headline: ଖାଦ୍ୟାବନ୍ତି ଦେଖାଦେଲାଣି...	[625, 1338, 875, 1363]
table-header: Category of Post	[38, 267, 133, 315]
table-cell: 8	[1139, 684, 1181, 702]
story-body: ଟ୍ରେନରେ ଯାତ୍ରୀ ଚଢୁଥିଲେ। କିନ୍ତୁ ଅଚାନକ ଭିଡ଼ ଯୋଗୁ କିଛି ଯାତ୍ରୀ ପ୍ଲାଟଫର୍ମ ଉପରୁ ଖସିପଡ଼ିଥିଲେ। ରେଳ ବିଭାଗର ଅଧିକାରୀମାନେ ଘଟଣାସ୍ଥଳରେ ପହଞ୍ଚି ଆହତମାନଙ୍କୁ ହସ୍ପିଟାଲ ପଠାଇଥିଲେ। ଷ୍ଟେସନରେ ଯାତ୍ରୀଙ୍କ ସୁରକ୍ଷା ପାଇଁ ଅଧିକ ପୋଲିସ ମୁତୟନ କରାଯାଇଛି। ଏହି ଘଟଣାକୁ ନେଇ ଯାତ୍ରୀମାନଙ୍କ ମଧ୍ୟରେ ଅସନ୍ତୋଷ ଦେଖାଦେଇଛି ଓ ରେଳ ପ୍ରଶାସନ ତଦନ୍ତ ନିର୍ଦ୍ଦେଶ ଦେଇଛି।	[568, 141, 932, 249]
table-row	[9, 402, 550, 450]
table-cell: 01	[1096, 582, 1139, 600]
table-cell: 04	[311, 369, 356, 402]
table-subheader: SC	[222, 315, 252, 333]
table-cell: 03	[1359, 618, 1396, 651]
table-cell: 02	[425, 351, 456, 369]
jharsuguda-body-qualification: ଶିକ୍ଷାଗତ ଯୋଗ୍ୟତା: (କ) ଯୁକ୍ତ ଦୁଇ (+2) ବିଜ୍ଞାନ ବିଷୟ ସହ ସି.ଟି. (Recognised by NCTE)। (ଖ) ଯୁକ୍ତ ଦୁଇ (+2) କଳା/ବାଣିଜ୍ୟ ବିଷୟ ସହ ସି.ଟି. (Recognised by NCTE)। (ଗ) Rehabilitation Council of India(RCI) ଦ୍ୱାରା ସ୍ୱୀକୃତିପ୍ରାପ୍ତ 2 years Diploma in Education -Special Educaion) ପ୍ରମାଣପତ୍ର RCI Registration Certificate ସହ। (ଘ) ସ୍ନାତକ ବିଜ୍ଞାନ ସହ ବି.ଏଡ଼ ତାଲିମପ୍ରାପ୍ତ Recognised by NCTE। (ଙ) HSC ପର୍ଯ୍ୟନ୍ତ ଓଡ଼ିଆ ମାତୃଭାଷା ଭାବେ ପଢ଼ିଥିବା ଆବଶ୍ୟକ। Rehabilitation Council of India (RCI) ଦ୍ୱାରା ସ୍ୱୀକୃତିପ୍ରାପ୍ତ 1 Year B.Ed. Special Education।	[950, 267, 1490, 390]
table-cell: 02	[1054, 651, 1096, 684]
table-subheader	[513, 315, 549, 333]
table-subheader: ST	[134, 315, 164, 333]
table-row	[951, 618, 1490, 651]
table-cell: 12	[1054, 684, 1096, 702]
table-cell: 15	[1453, 582, 1489, 600]
table-col-number: 10	[1396, 564, 1453, 582]
jharsuguda-subtitle: (ଆଦିବାସୀ,ହରିଜନ କଲ୍ୟାଣ ବିଭାଗ)	[1123, 102, 1317, 118]
table-cell: 02	[1096, 618, 1139, 651]
table-header: Nos.of Posts for ST candidates	[134, 267, 222, 315]
sambalpur-sign-row	[8, 820, 550, 836]
